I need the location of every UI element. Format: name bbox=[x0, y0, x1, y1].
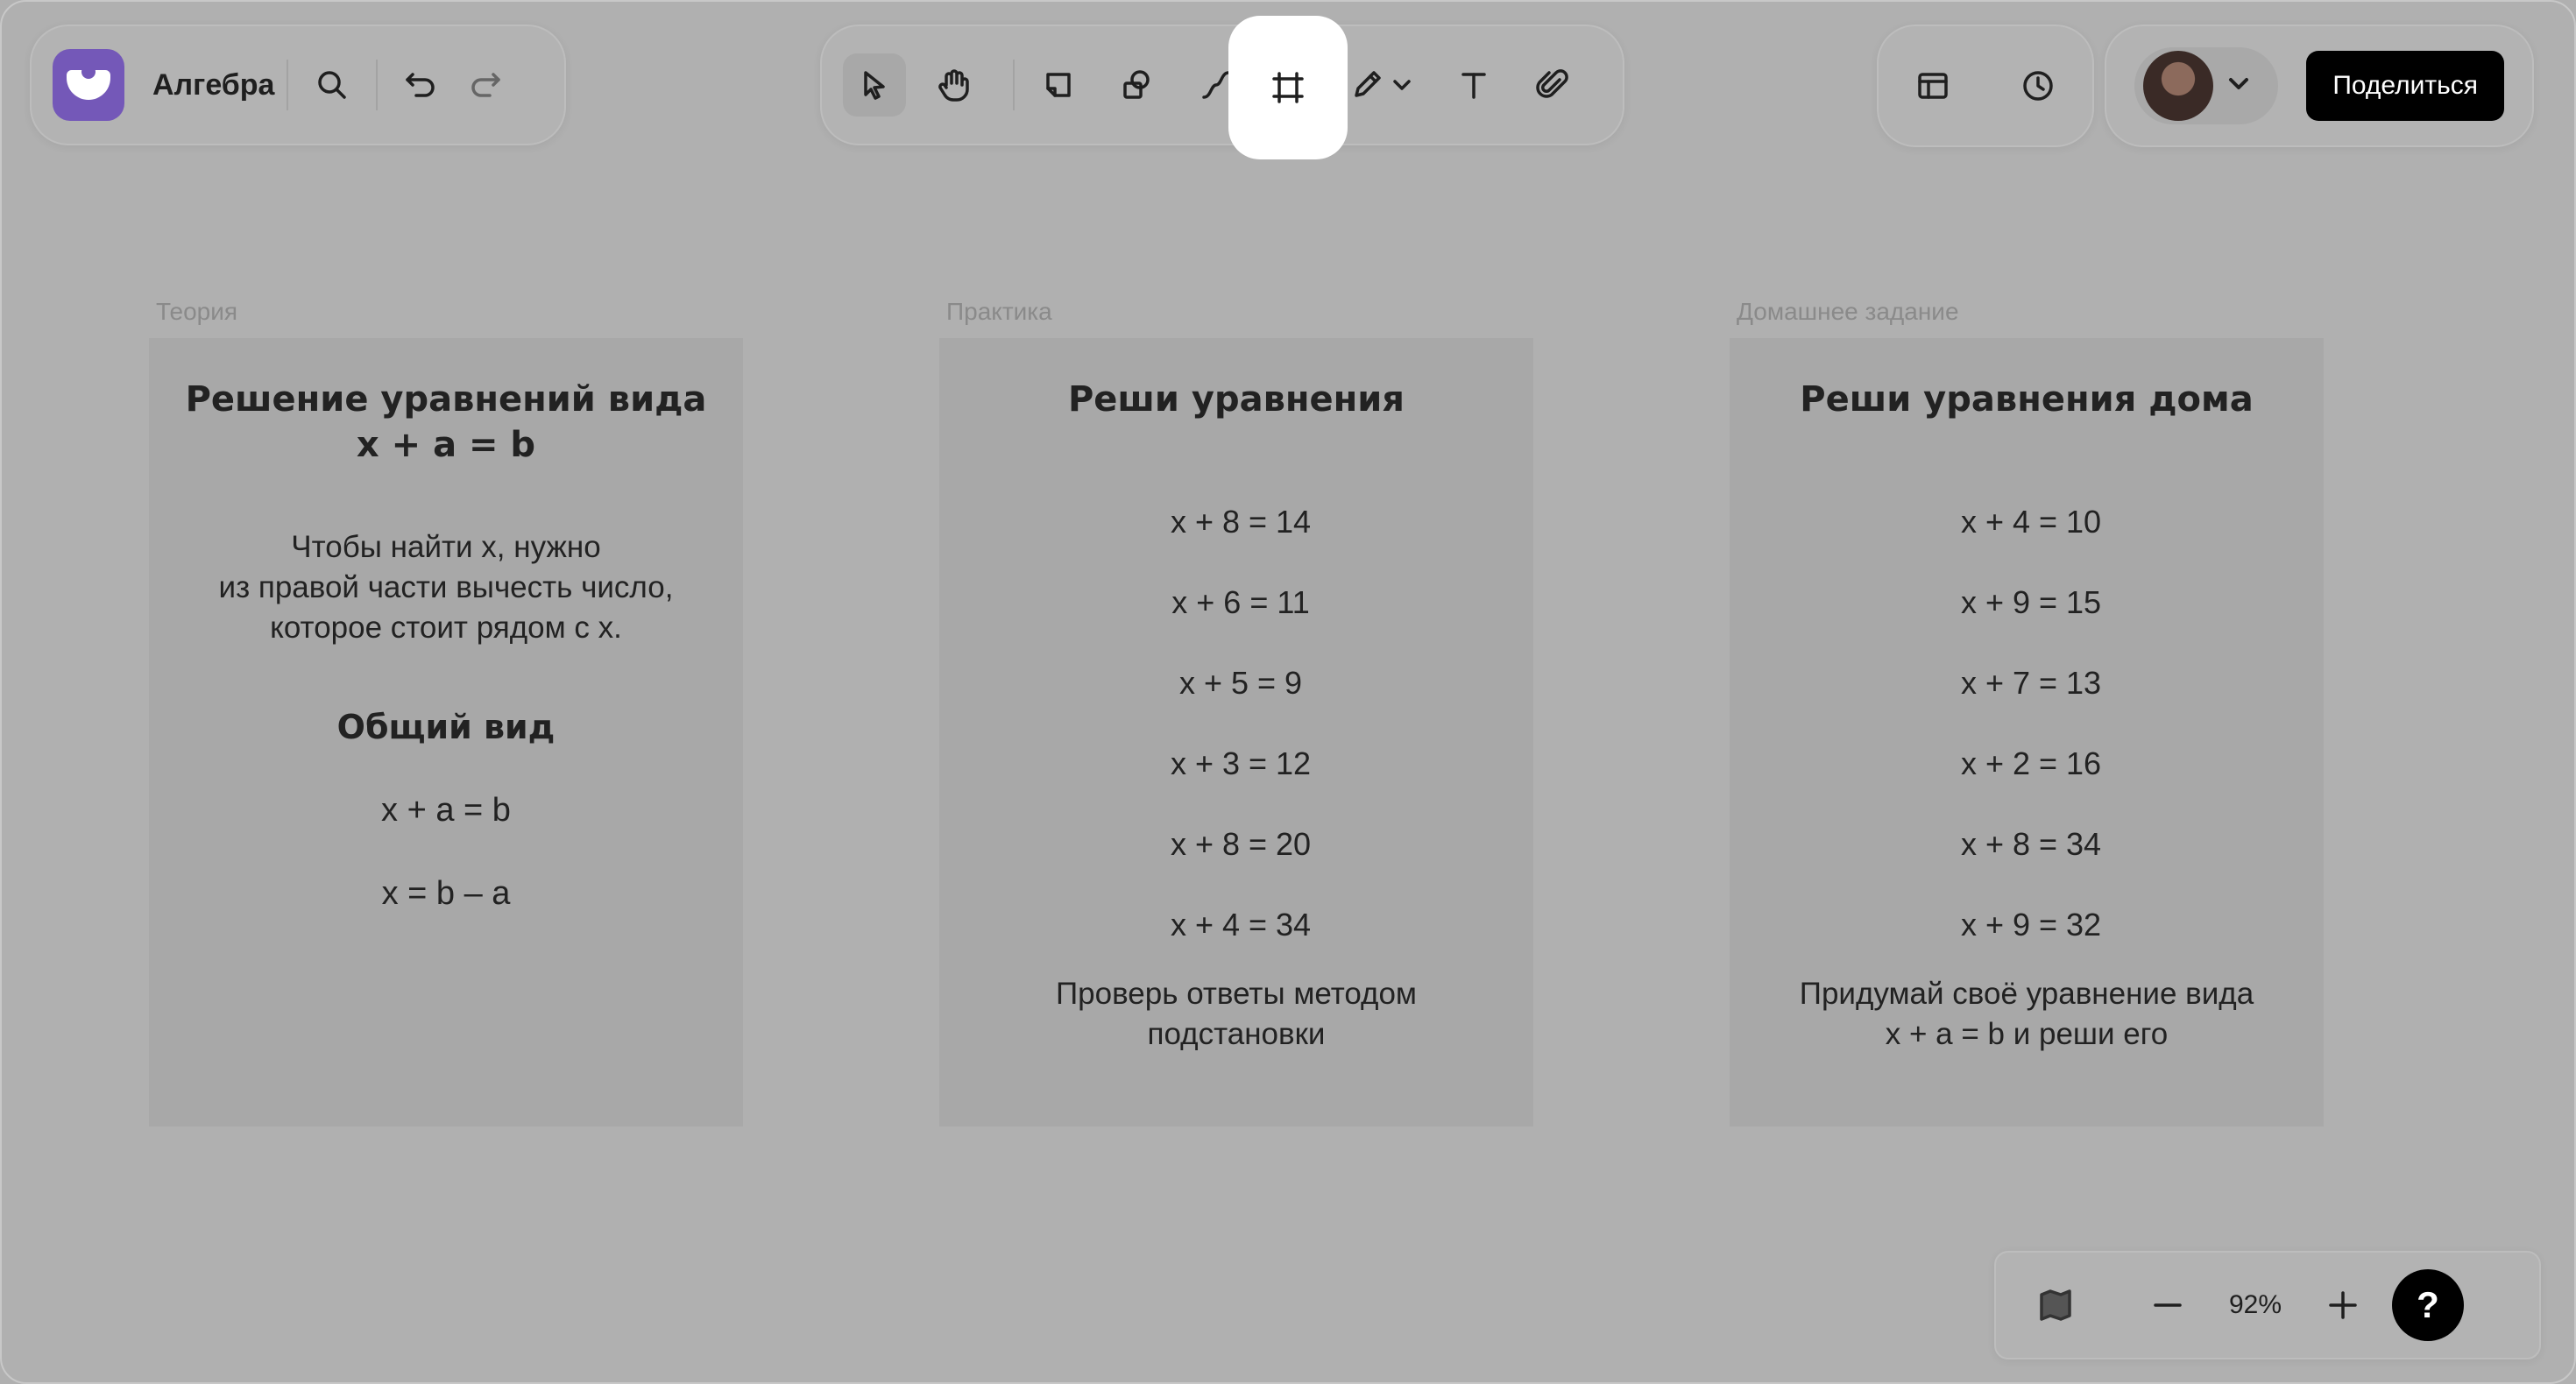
paperclip-icon bbox=[1533, 66, 1572, 104]
card-footer-text: Проверь ответы методом подстановки bbox=[1056, 977, 1417, 1051]
hand-icon bbox=[934, 66, 973, 104]
equation: x + 9 = 15 bbox=[1960, 584, 2102, 620]
search-icon bbox=[313, 66, 351, 104]
card-title: Реши уравнения bbox=[1067, 379, 1405, 420]
share-button[interactable]: Поделиться bbox=[2306, 51, 2504, 121]
equation: x + 6 = 11 bbox=[1171, 584, 1310, 620]
board-title[interactable]: Алгебра bbox=[152, 67, 275, 102]
card-title: Реши уравнения дома bbox=[1800, 379, 2254, 420]
chevron-down-icon bbox=[2224, 69, 2254, 103]
chevron-down-icon bbox=[1390, 73, 1414, 97]
card-title: Решение уравнений вида x + a = b bbox=[185, 379, 707, 465]
equation: x + 8 = 34 bbox=[1960, 826, 2102, 862]
rule-text: Чтобы найти x, нужно из правой части вычесть число, которое стоит рядом с x. bbox=[218, 530, 674, 645]
redo-button[interactable] bbox=[453, 53, 516, 117]
attach-tool-button[interactable] bbox=[1521, 53, 1584, 117]
user-menu-button[interactable] bbox=[2134, 47, 2278, 124]
minimap-button[interactable] bbox=[2024, 1274, 2087, 1337]
frame-label-practice[interactable]: Практика bbox=[946, 298, 1052, 325]
sticky-note-icon bbox=[1039, 66, 1078, 104]
plus-icon bbox=[2324, 1286, 2362, 1324]
map-icon bbox=[2036, 1286, 2075, 1324]
minus-icon bbox=[2148, 1286, 2187, 1324]
frame-label-homework[interactable]: Домашнее задание bbox=[1737, 298, 1959, 325]
select-tool-button[interactable] bbox=[843, 53, 906, 117]
card-footer-text: Придумай своё уравнение вида x + a = b и реши его bbox=[1799, 977, 2254, 1051]
history-button[interactable] bbox=[2006, 54, 2070, 117]
layout-icon bbox=[1914, 67, 1952, 105]
divider bbox=[376, 60, 378, 110]
equation: x + 4 = 10 bbox=[1960, 504, 2102, 540]
equation: x + 4 = 34 bbox=[1170, 907, 1312, 943]
pen-icon bbox=[1348, 66, 1386, 104]
top-left-panel bbox=[30, 25, 566, 145]
frame-icon bbox=[1269, 68, 1307, 107]
general-form-title: Общий вид bbox=[336, 708, 556, 746]
shapes-icon bbox=[1118, 66, 1157, 104]
equation: x + 7 = 13 bbox=[1960, 665, 2102, 701]
views-panel bbox=[1877, 25, 2094, 147]
frame-practice[interactable] bbox=[939, 338, 1533, 1126]
divider bbox=[287, 60, 288, 110]
zoom-panel bbox=[1994, 1251, 2541, 1359]
sticker-tool-button[interactable] bbox=[1027, 53, 1090, 117]
equation: x + 8 = 14 bbox=[1170, 504, 1312, 540]
frame-tool-button[interactable] bbox=[1228, 16, 1348, 159]
frame-homework[interactable] bbox=[1730, 338, 2324, 1126]
zoom-out-button[interactable] bbox=[2136, 1274, 2199, 1337]
cursor-icon bbox=[855, 66, 894, 104]
hand-tool-button[interactable] bbox=[922, 53, 985, 117]
redo-icon bbox=[465, 66, 504, 104]
help-button[interactable]: ? bbox=[2392, 1269, 2464, 1341]
user-panel bbox=[2105, 25, 2534, 147]
tools-toolbar bbox=[820, 25, 1624, 145]
templates-button[interactable] bbox=[1901, 54, 1964, 117]
equation-list bbox=[1730, 482, 2324, 965]
equation: x + 2 = 16 bbox=[1960, 745, 2102, 781]
equation: x + 5 = 9 bbox=[1178, 665, 1303, 701]
shapes-tool-button[interactable] bbox=[1106, 53, 1169, 117]
search-button[interactable] bbox=[301, 53, 364, 117]
formula: x + a = b bbox=[381, 792, 511, 829]
equation: x + 3 = 12 bbox=[1170, 745, 1312, 781]
frame-theory[interactable] bbox=[149, 338, 743, 1126]
app-logo-icon[interactable] bbox=[53, 49, 124, 121]
formula: x = b – a bbox=[381, 875, 511, 912]
zoom-level[interactable]: 92% bbox=[2228, 1290, 2282, 1319]
divider bbox=[1013, 60, 1015, 110]
undo-button[interactable] bbox=[390, 53, 453, 117]
text-tool-button[interactable] bbox=[1442, 53, 1505, 117]
equation: x + 9 = 32 bbox=[1960, 907, 2102, 943]
avatar bbox=[2143, 51, 2213, 121]
zoom-in-button[interactable] bbox=[2311, 1274, 2374, 1337]
equation: x + 8 = 20 bbox=[1170, 826, 1312, 862]
equation-list bbox=[939, 482, 1533, 965]
undo-icon bbox=[402, 66, 441, 104]
clock-icon bbox=[2019, 67, 2057, 105]
frame-label-theory[interactable]: Теория bbox=[156, 298, 238, 325]
text-icon bbox=[1454, 66, 1493, 104]
pen-tool-button[interactable] bbox=[1342, 53, 1426, 117]
